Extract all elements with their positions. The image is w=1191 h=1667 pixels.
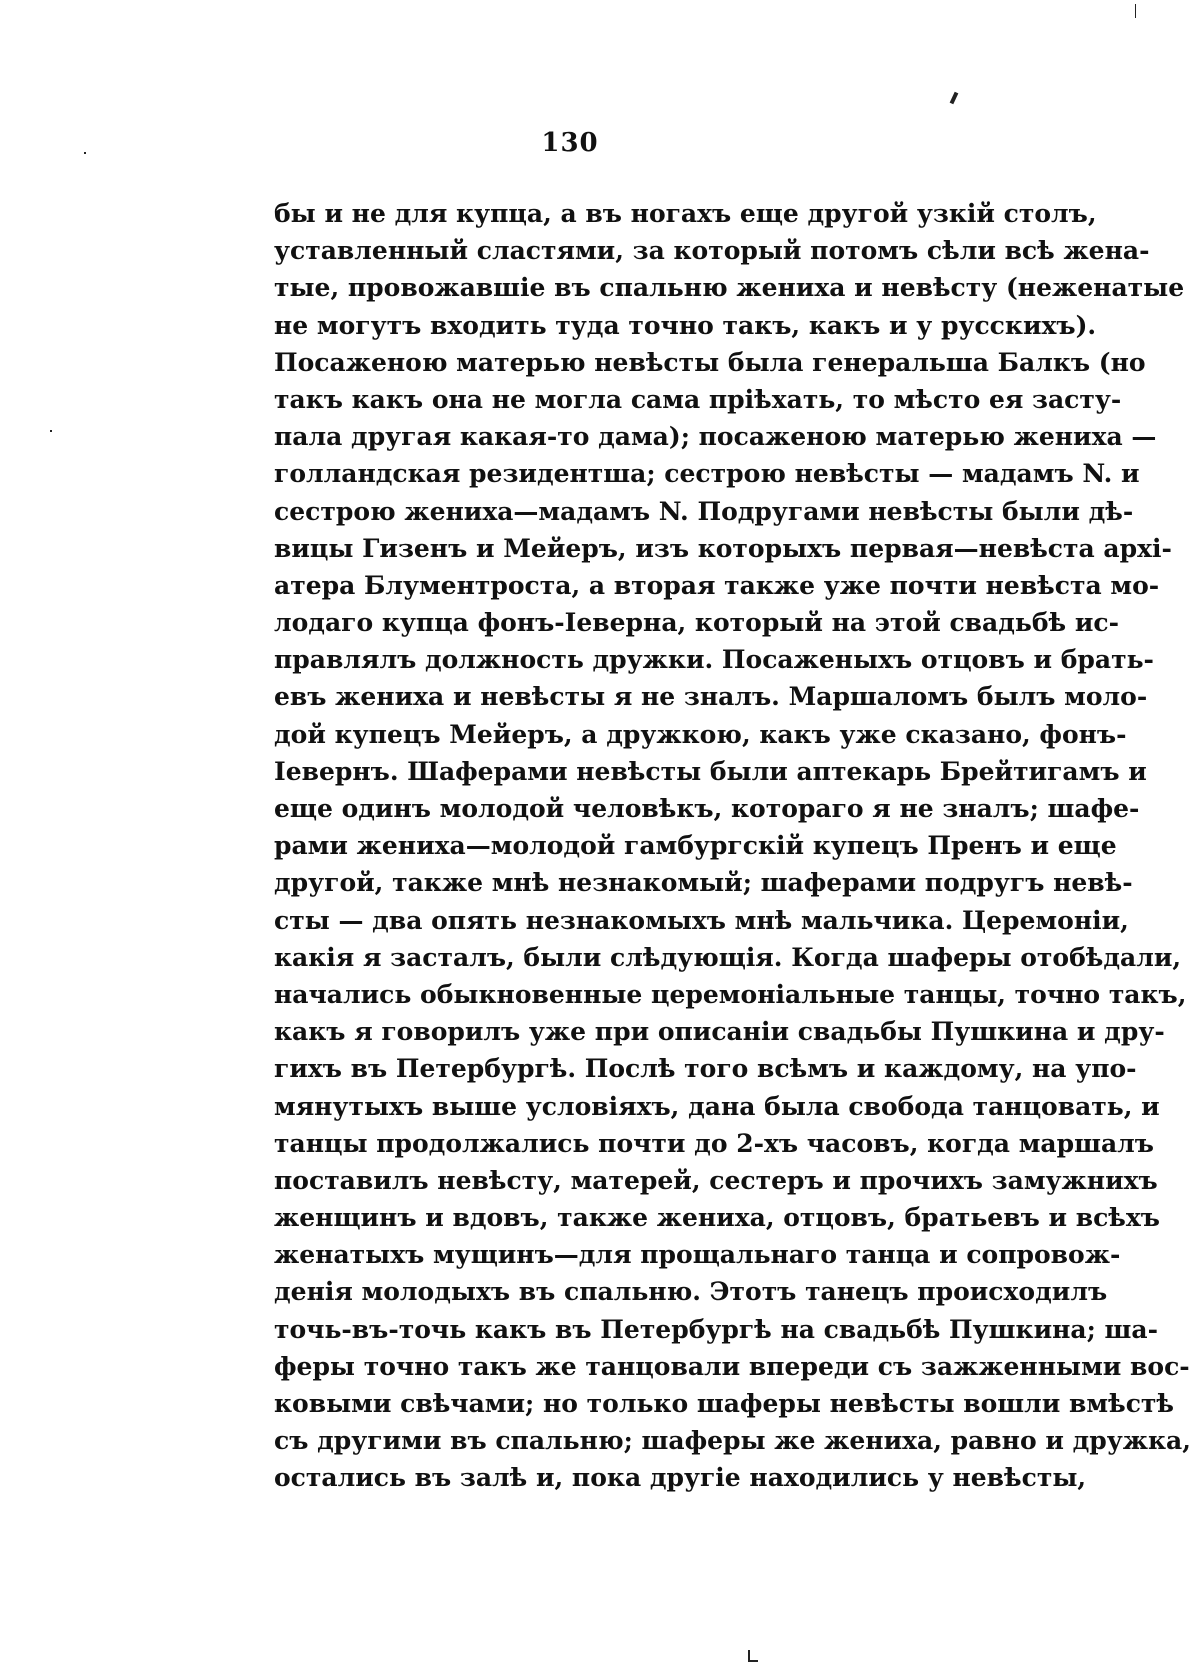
- text-line: еще одинъ молодой человѣкъ, котораго я не зналъ; шафе-: [274, 794, 1140, 823]
- text-line: другой, также мнѣ незнакомый; шаферами подругъ невѣ-: [274, 868, 1133, 898]
- text-line: остались въ залѣ и, пока другіе находились у невѣсты,: [274, 1463, 1087, 1493]
- text-line: бы и не для купца, а въ ногахъ еще другой узкій столъ,: [274, 199, 1097, 228]
- text-line: точь-въ-точь какъ въ Петербургѣ на свадьбѣ Пушкина; ша-: [274, 1314, 1158, 1344]
- text-line: женщинъ и вдовъ, также жениха, отцовъ, братьевъ и всѣхъ: [274, 1203, 1160, 1233]
- scan-speck: [950, 92, 959, 105]
- text-line: Іевернъ. Шаферами невѣсты были аптекарь Брейтигамъ и: [274, 756, 1147, 786]
- text-line: Посаженою матерью невѣсты была генеральша Балкъ (но: [274, 347, 1146, 377]
- text-line: атера Блументроста, а вторая также уже почти невѣста мо-: [274, 570, 1160, 600]
- page-number: 130: [541, 128, 599, 158]
- text-line: какъ я говорилъ уже при описаніи свадьбы Пушкина и дру-: [274, 1017, 1165, 1047]
- scan-speck: [1135, 4, 1136, 18]
- text-line: вицы Гизенъ и Мейеръ, изъ которыхъ первая—невѣста архі-: [274, 533, 1172, 563]
- text-line: гихъ въ Петербургѣ. Послѣ того всѣмъ и каждому, на упо-: [274, 1054, 1137, 1084]
- text-line: начались обыкновенные церемоніальные танцы, точно такъ,: [274, 979, 1187, 1009]
- text-line: голландская резидентша; сестрою невѣсты — мадамъ N. и: [274, 459, 1140, 489]
- text-line: женатыхъ мущинъ—для прощальнаго танца и сопровож-: [274, 1240, 1121, 1270]
- text-line: феры точно такъ же танцовали впереди съ зажженными вос-: [274, 1351, 1190, 1381]
- scan-speck: [50, 430, 52, 432]
- text-line: ковыми свѣчами; но только шаферы невѣсты вошли вмѣстѣ: [274, 1389, 1174, 1418]
- text-line: рами жениха—молодой гамбургскій купецъ Пренъ и еще: [274, 831, 1117, 861]
- text-line: какія я засталъ, были слѣдующія. Когда шаферы отобѣдали,: [274, 942, 1182, 972]
- text-line: тые, провожавшіе въ спальню жениха и невѣсту (неженатые: [274, 273, 1185, 303]
- text-line: денія молодыхъ въ спальню. Этотъ танецъ происходилъ: [274, 1277, 1108, 1307]
- text-line: танцы продолжались почти до 2-хъ часовъ, когда маршалъ: [274, 1128, 1154, 1158]
- text-line: сестрою жениха—мадамъ N. Подругами невѣсты были дѣ-: [274, 496, 1134, 526]
- text-line: дой купецъ Мейеръ, а дружкою, какъ уже сказано, фонъ-: [274, 719, 1127, 749]
- text-line: съ другими въ спальню; шаферы же жениха, равно и дружка,: [274, 1426, 1191, 1456]
- text-line: не могутъ входить туда точно такъ, какъ и у русскихъ).: [274, 310, 1097, 340]
- scan-speck: [748, 1660, 758, 1662]
- text-line: поставилъ невѣсту, матерей, сестеръ и прочихъ замужнихъ: [274, 1165, 1158, 1195]
- text-line: мянутыхъ выше условіяхъ, дана была свобода танцовать, и: [274, 1091, 1160, 1121]
- text-line: правлялъ должность дружки. Посаженыхъ отцовъ и брать-: [274, 645, 1154, 675]
- text-line: евъ жениха и невѣсты я не зналъ. Маршаломъ былъ моло-: [274, 682, 1148, 712]
- text-line: такъ какъ она не могла сама пріѣхать, то мѣсто ея засту-: [274, 384, 1122, 414]
- text-line: пала другая какая-то дама); посаженою матерью жениха —: [274, 422, 1157, 452]
- body-text: [274, 195, 1191, 1497]
- text-line: лодаго купца фонъ-Іеверна, который на этой свадьбѣ ис-: [274, 608, 1119, 638]
- text-line: уставленный сластями, за который потомъ сѣли всѣ жена-: [274, 236, 1150, 266]
- text-line: сты — два опять незнакомыхъ мнѣ мальчика. Церемоніи,: [274, 905, 1129, 935]
